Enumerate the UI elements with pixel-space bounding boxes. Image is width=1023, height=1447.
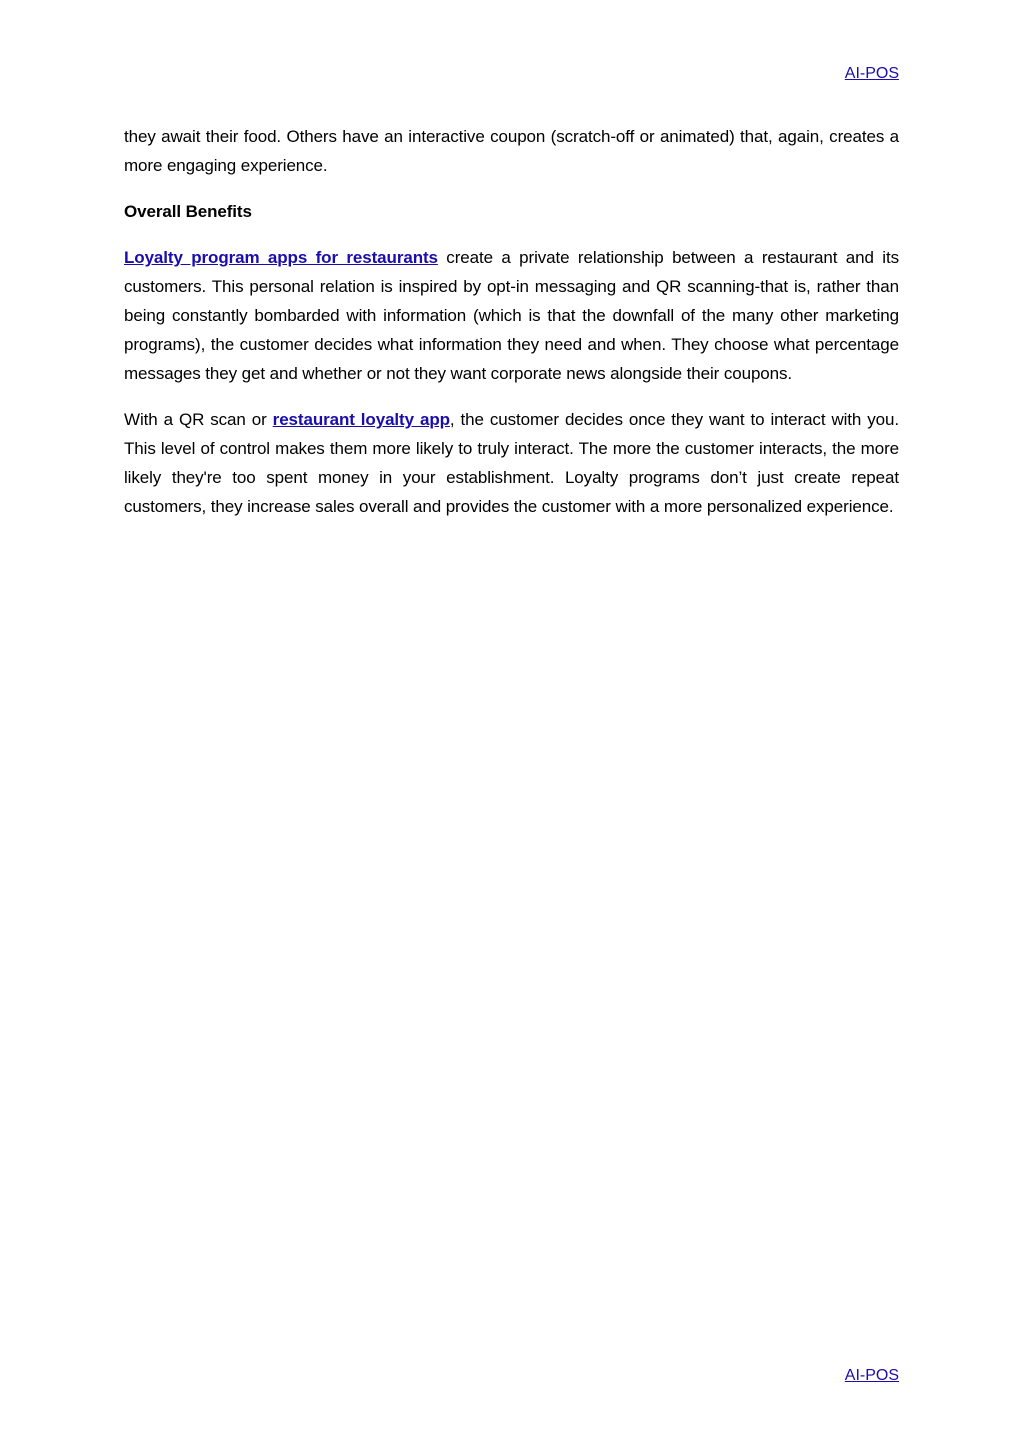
paragraph-intro: they await their food. Others have an interactive coupon (scratch-off or animated) that, again, creates a more engaging experience.	[124, 127, 899, 175]
paragraph-qr-scan-text-after: , the customer decides once they want to interact with you. This level of control makes them more likely to truly interact. The more the customer interacts, the more likely they're too spent money in your establishment. Loyalty programs don’t just create repeat customers, they increase sales overall and provides the customer with a more personalized experience.	[124, 410, 900, 516]
footer-link-ai-pos[interactable]: AI-POS	[844, 1367, 899, 1384]
paragraph-qr-scan-text-before: With a QR scan or	[124, 410, 273, 429]
header-link-ai-pos[interactable]: AI-POS	[844, 65, 899, 82]
paragraph-qr-scan	[124, 405, 899, 521]
document-body	[124, 122, 899, 538]
link-restaurant-loyalty-app[interactable]: restaurant loyalty app	[272, 410, 450, 429]
link-loyalty-program-apps[interactable]: Loyalty program apps for restaurants	[124, 248, 438, 267]
section-heading: Overall Benefits	[124, 202, 252, 221]
paragraph-loyalty-apps	[124, 243, 899, 388]
paragraph-loyalty-apps-text: create a private relationship between a restaurant and its customers. This personal relation is inspired by opt-in messaging and QR scanning-that is, rather than being constantly bombarded with information (which is that the downfall of the many other marketing programs), the customer decides what information they need and when. They choose what percentage messages they get and whether or not they want corporate news alongside their coupons.	[124, 248, 899, 383]
